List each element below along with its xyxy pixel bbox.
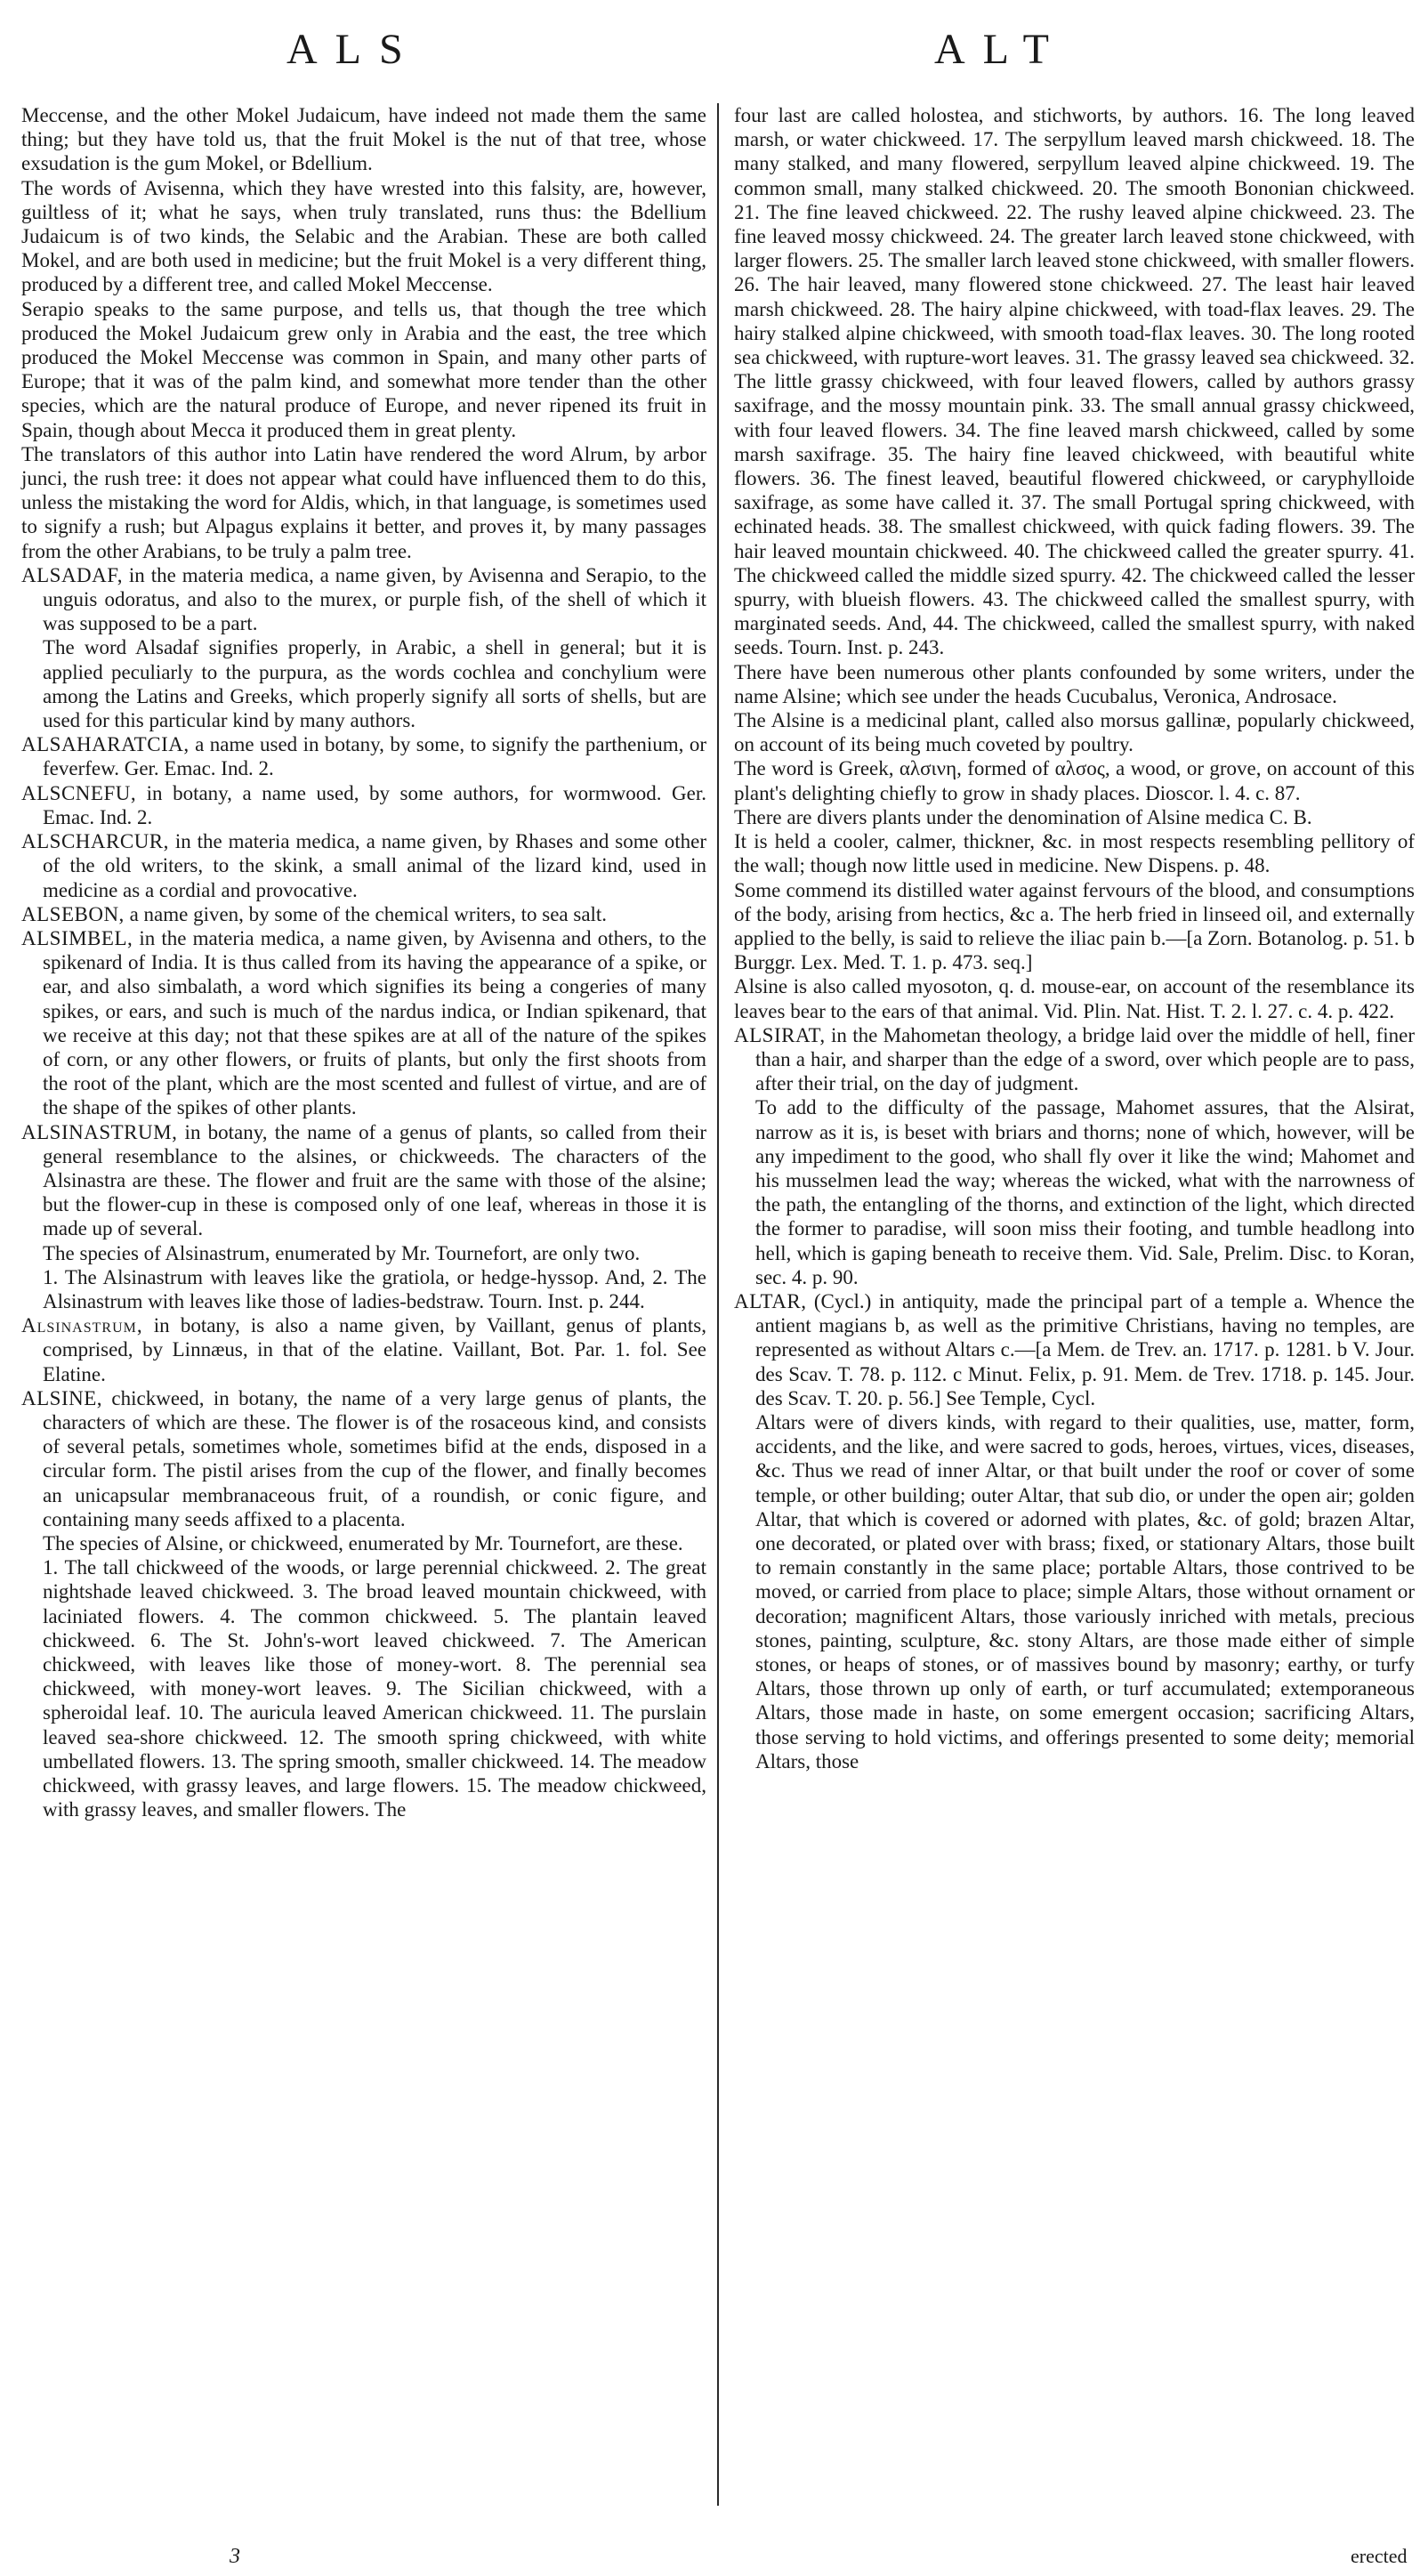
dictionary-entry (21, 1386, 706, 1531)
paragraph (21, 103, 706, 176)
entry-text: in the Mahometan theology, a bridge laid over the middle of hell, finer than a hair, and sharper than the edge of a sword, over which people are to pass, after their trial, on the day of judgment. (755, 1023, 1415, 1095)
headword: ALSCHARCUR, (21, 830, 169, 853)
dictionary-entry (21, 902, 706, 926)
paragraph (21, 635, 706, 732)
running-head-right: ALT (934, 26, 1067, 73)
entry-text: Some commend its distilled water against fervours of the blood, and consumptions of the body, arising from hectics, &c a. The herb fried in linseed oil, and externally applied to the belly, is said to relieve the iliac pain b.—[a Zorn. Botanolog. p. 51. b Burggr. Lex. Med. T. 1. p. 473. seq.] (734, 878, 1415, 974)
headword: ALSEBON, (21, 902, 125, 925)
entry-text: The species of Alsinastrum, enumerated by Mr. Tournefort, are only two. (43, 1241, 641, 1264)
paragraph (734, 974, 1415, 1022)
paragraph (21, 442, 706, 563)
entry-text: in botany, is also a name given, by Vaillant, genus of plants, comprised, by Linnæus, in that of the elatine. Vaillant, Bot. Par. 1. fol. See Elatine. (43, 1314, 706, 1385)
entry-text: There are divers plants under the denomination of Alsine medica C. B. (734, 805, 1312, 828)
right-column (734, 103, 1415, 1773)
entry-text: The words of Avisenna, which they have wrested into this falsity, are, however, guiltless of it; what he says, when truly translated, runs thus: the Bdellium Judaicum is of two kinds, the Selabic and the Arabian. These are both called Mokel, and are both used in medicine; but the fruit Mokel is a very different thing, produced by a different tree, and called Mokel Meccense. (21, 176, 706, 296)
entry-text: Altars were of divers kinds, with regard to their qualities, use, matter, form, accidents, and the like, and were sacred to gods, heroes, virtues, vices, diseases, &c. Thus we read of inner Altar, or that built under the roof or cover of some temple, or other building; outer Altar, that sub dio, or under the open air; golden Altar, that which is covered or adorned with plates, &c. of gold; brazen Altar, one decorated, or plated over with brass; fixed, or stationary Altars, those built to remain constantly in the same place; portable Altars, those contrived to be moved, or carried from place to place; simple Altars, those without ornament or decoration; magnificent Altars, those variously inriched with metals, precious stones, painting, sculpture, &c. stony Altars, are those made either of simple stones, or heaps of stones, or of massives bound by masonry; earthy, or turfy Altars, those thrown up only of earth, or turf accumulated; extemporaneous Altars, those made in haste, on some emergent occasion; sacrificing Altars, those serving to hold victims, and offerings presented to some deity; memorial Altars, those (755, 1410, 1415, 1773)
paragraph (734, 1095, 1415, 1289)
headword: ALSINE, (21, 1386, 103, 1409)
paragraph (734, 878, 1415, 975)
left-column (21, 103, 706, 1821)
entry-text: The word is Greek, αλσινη, formed of αλσος, a wood, or grove, on account of this plant's delighting chiefly to grow in shady places. Dioscor. l. 4. c. 87. (734, 757, 1415, 804)
entry-text: The species of Alsine, or chickweed, enumerated by Mr. Tournefort, are these. (43, 1531, 683, 1554)
headword: ALTAR, (734, 1289, 807, 1312)
dictionary-entry (21, 926, 706, 1120)
paragraph (734, 660, 1415, 708)
headword: Alsinastrum, (21, 1314, 143, 1337)
paragraph (21, 176, 706, 297)
headword: ALSAHARATCIA, (21, 733, 190, 756)
dictionary-entry (21, 1313, 706, 1386)
headword: ALSIMBEL, (21, 926, 133, 949)
headword: ALSINASTRUM, (21, 1120, 178, 1143)
dictionary-entry (21, 563, 706, 636)
paragraph (734, 805, 1415, 829)
entry-text: Meccense, and the other Mokel Judaicum, have indeed not made them the same thing; but they have told us, that the fruit Mokel is the nut of that tree, whose exsudation is the gum Mokel, or Bdellium. (21, 104, 706, 175)
entry-text: 1. The tall chickweed of the woods, or large perennial chickweed. 2. The great nightshade leaved chickweed. 3. The broad leaved mountain chickweed, with laciniated flowers. 4. The common chickweed. 5. The plantain leaved chickweed. 6. The St. John's-wort leaved chickweed. 7. The American chickweed, with leaves like those of money-wort. 8. The perennial sea chickweed, with money-wort leaves. 9. The Sicilian chickweed, with a spheroidal leaf. 10. The auricula leaved American chickweed. 11. The purslain leaved sea-shore chickweed. 12. The smooth spring chickweed, with white umbellated flowers. 13. The spring smooth, smaller chickweed. 14. The meadow chickweed, with grassy leaves, and large flowers. 15. The meadow chickweed, with grassy leaves, and smaller flowers. The (43, 1556, 706, 1821)
dictionary-entry (21, 781, 706, 829)
paragraph (21, 297, 706, 442)
column-rule (717, 103, 719, 2506)
paragraph (21, 1265, 706, 1313)
entry-text: The translators of this author into Latin have rendered the word Alrum, by arbor junci, the rush tree: it does not appear what could have influenced them to do this, unless the mistaking the word for Aldis, which, in that language, is sometimes used to signify a rush; but Alpagus explains it better, and proves it, by many passages from the other Arabians, to be truly a palm tree. (21, 442, 706, 562)
paragraph (21, 1531, 706, 1555)
headword: ALSCNEFU, (21, 781, 137, 804)
paragraph (734, 756, 1415, 804)
headword: ALSIRAT, (734, 1023, 826, 1046)
entry-text: in the materia medica, a name given, by Rhases and some other of the old writers, to the skink, a small animal of the lizard kind, used in medicine as a cordial and provocative. (43, 830, 706, 901)
entry-text: (Cycl.) in antiquity, made the principal part of a temple a. Whence the antient magians b, as well as the primitive Christians, having no temples, are represented as without Altars c.—[a Mem. de Trev. an. 1717. p. 1281. b V. Jour. des Scav. T. 78. p. 112. c Minut. Felix, p. 91. Mem. de Trev. 1718. p. 145. Jour. des Scav. T. 20. p. 56.] See Temple, Cycl. (755, 1289, 1415, 1409)
entry-text: Alsine is also called myosoton, q. d. mouse-ear, on account of the resemblance its leaves bear to the ears of that animal. Vid. Plin. Nat. Hist. T. 2. l. 27. c. 4. p. 422. (734, 975, 1415, 1022)
entry-text: Serapio speaks to the same purpose, and tells us, that though the tree which produced the Mokel Judaicum grew only in Arabia and the east, the tree which produced the Mokel Meccense was common in Spain, and many other parts of Europe; that it was of the palm kind, and somewhat more tender than the other species, which are the natural produce of Europe, and never ripened its fruit in Spain, though about Mecca it produced them in great plenty. (21, 297, 706, 441)
entry-text: in botany, the name of a genus of plants, so called from their general resemblance to the alsines, or chickweeds. The characters of the Alsinastra are these. The flower and fruit are the same with those of the alsine; but the flower-cup in these is composed only of one leaf, whereas in those it is made up of several. (43, 1120, 706, 1240)
entry-text: a name used in botany, by some, to signify the parthenium, or feverfew. Ger. Emac. Ind. 2. (43, 733, 706, 780)
entry-text: The word Alsadaf signifies properly, in Arabic, a shell in general; but it is applied peculiarly to the purpura, as the words cochlea and conchylium were among the Latins and Greeks, which properly signify all sorts of shells, but are used for this particular kind by many authors. (43, 636, 706, 732)
entry-text: four last are called holostea, and stichworts, by authors. 16. The long leaved marsh, or water chickweed. 17. The serpyllum leaved marsh chickweed. 18. The many stalked, and many flowered, serpyllum leaved alpine chickweed. 19. The common small, many stalked chickweed. 20. The smooth Bononian chickweed. 21. The fine leaved chickweed. 22. The rushy leaved alpine chickweed. 23. The fine leaved mossy chickweed. 24. The greater larch leaved stone chickweed, with larger flowers. 25. The smaller larch leaved stone chickweed, with smaller flowers. 26. The hair leaved, many flowered stone chickweed. 27. The least hair leaved marsh chickweed. 28. The hairy alpine chickweed, with toad-flax leaves. 29. The hairy stalked alpine chickweed, with smooth toad-flax leaves. 30. The long rooted sea chickweed, with rupture-wort leaves. 31. The grassy leaved sea chickweed. 32. The little grassy chickweed, with four leaved flowers, called by authors grassy saxifrage, and the mossy mountain pink. 33. The small annual grassy chickweed, with four leaved flowers. 34. The fine leaved marsh chickweed, called by some marsh saxifrage. 35. The hairy fine leaved chickweed, with beautiful white flowers. 36. The finest leaved, beautiful flowered chickweed, or caryphylloide saxifrage, as some have called it. 37. The small Portugal spring chickweed, with echinated heads. 38. The smallest chickweed, with quick fading flowers. 39. The hair leaved mountain chickweed. 40. The chickweed called the greater spurry. 41. The chickweed called the middle sized spurry. 42. The chickweed called the lesser spurry, with blueish flowers. 43. The chickweed called the smallest spurry, with marginated seeds. And, 44. The chickweed, called the smallest spurry, with naked seeds. Tourn. Inst. p. 243. (734, 104, 1415, 659)
entry-text: 1. The Alsinastrum with leaves like the gratiola, or hedge-hyssop. And, 2. The Alsinastrum with leaves like those of ladies-bedstraw. Tourn. Inst. p. 244. (43, 1265, 706, 1312)
catchword: erected (1351, 2545, 1408, 2567)
paragraph (734, 708, 1415, 756)
entry-text: in the materia medica, a name given, by Avisenna and others, to the spikenard of India. It is thus called from its having the appearance of a spike, or ear, and also simbalath, a word which signifies its being a congeries of many spikes, or ears, and such is much of the nardus indica, or Indian spikenard, that we receive at this day; not that these spikes are at all of the nature of the spikes of corn, or any other flowers, or fruits of plants, but only the first shoots from the root of the plant, which are the most scented and fullest of virtue, and are of the shape of the spikes of other plants. (43, 926, 706, 1119)
paragraph (734, 1410, 1415, 1773)
dictionary-entry (21, 829, 706, 902)
paragraph (21, 1241, 706, 1265)
entry-text: The Alsine is a medicinal plant, called also morsus gallinæ, popularly chickweed, on account of its being much coveted by poultry. (734, 709, 1415, 756)
entry-text: To add to the difficulty of the passage, Mahomet assures, that the Alsirat, narrow as it is, is beset with briars and thorns; none of which, however, will be any impediment to the good, who shall fly over it like the wind; Mahomet and his musselmen lead the way; whereas the wicked, what with the narrowness of the path, the entangling of the thorns, and extinction of the light, which directed the former to paradise, will soon miss their footing, and tumble headlong into hell, which is gaping beneath to receive them. Vid. Sale, Prelim. Disc. to Koran, sec. 4. p. 90. (755, 1096, 1415, 1288)
entry-text: It is held a cooler, calmer, thickner, &c. in most respects resembling pellitory of the wall; though now little used in medicine. New Dispens. p. 48. (734, 830, 1415, 877)
page-number: 3 (230, 2545, 240, 2568)
dictionary-entry (734, 1289, 1415, 1410)
entry-text: in the materia medica, a name given, by Avisenna and Serapio, to the unguis odoratus, and also to the murex, or purple fish, of the shell of which it was supposed to be a part. (43, 563, 706, 635)
paragraph (21, 1555, 706, 1821)
dictionary-entry (21, 1120, 706, 1241)
running-head-left: ALS (286, 26, 421, 73)
entry-text: a name given, by some of the chemical writers, to sea salt. (124, 902, 608, 925)
paragraph (734, 829, 1415, 877)
dictionary-entry (734, 1023, 1415, 1096)
headword: ALSADAF, (21, 563, 123, 586)
paragraph (734, 103, 1415, 660)
entry-text: in botany, a name used, by some authors, for wormwood. Ger. Emac. Ind. 2. (43, 781, 706, 828)
entry-text: There have been numerous other plants confounded by some writers, under the name Alsine; which see under the heads Cucubalus, Veronica, Androsace. (734, 660, 1415, 707)
entry-text: chickweed, in botany, the name of a very large genus of plants, the characters of which are these. The flower is of the rosaceous kind, and consists of several petals, sometimes whole, sometimes bifid at the ends, disposed in a circular form. The pistil arises from the cup of the flower, and finally becomes an unicapsular membranaceous fruit, of a roundish, or conic figure, and containing many seeds affixed to a placenta. (43, 1386, 706, 1530)
dictionary-entry (21, 732, 706, 780)
